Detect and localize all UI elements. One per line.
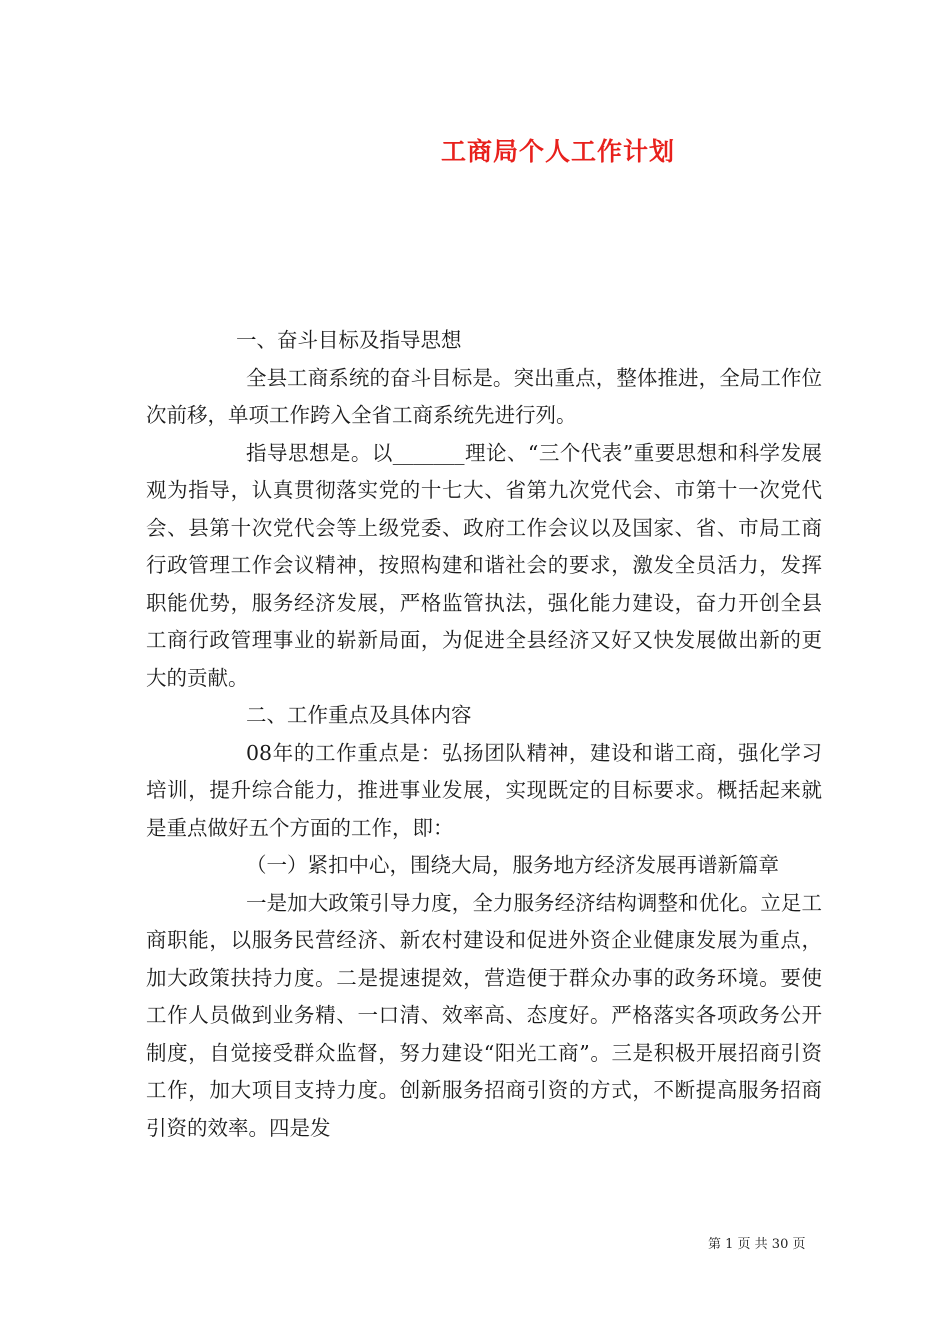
document-title: 工商局个人工作计划 bbox=[440, 137, 675, 166]
document-body bbox=[146, 322, 822, 1147]
paragraph-goal: 全县工商系统的奋斗目标是。突出重点，整体推进，全局工作位次前移，单项工作跨入全省工商系统先进行列。 bbox=[146, 365, 822, 427]
section-heading-2: 二、工作重点及具体内容 bbox=[246, 703, 472, 727]
subsection-heading-1: （一）紧扣中心，围绕大局，服务地方经济发展再谱新篇章 bbox=[246, 853, 779, 877]
paragraph-policy: 一是加大政策引导力度，全力服务经济结构调整和优化。立足工商职能，以服务民营经济、新农村建设和促进外资企业健康发展为重点，加大政策扶持力度。二是提速提效，营造便于群众办事的政务环境。要使工作人员做到业务精、一口清、效率高、态度好。严格落实各项政务公开制度，自觉接受群众监督，努力建设“阳光工商”。三是积极开展招商引资工作，加大项目支持力度。创新服务招商引资的方式，不断提高服务招商引资的效率。四是发 bbox=[146, 890, 822, 1140]
paragraph-guiding-thought: 指导思想是。以_______理论、“三个代表”重要思想和科学发展观为指导，认真贯彻落实党的十七大、省第九次党代会、市第十一次党代会、县第十次党代会等上级党委、政府工作会议以及国家、省、市局工商行政管理工作会议精神，按照构建和谐社会的要求，激发全员活力，发挥职能优势，服务经济发展，严格监管执法，强化能力建设，奋力开创全县工商行政管理事业的崭新局面，为促进全县经济又好又快发展做出新的更大的贡献。 bbox=[146, 440, 822, 690]
paragraph-work-focus: 08年的工作重点是：弘扬团队精神，建设和谐工商，强化学习培训，提升综合能力，推进事业发展，实现既定的目标要求。概括起来就是重点做好五个方面的工作，即： bbox=[146, 740, 822, 840]
section-heading-1: 一、奋斗目标及指导思想 bbox=[236, 328, 462, 352]
page-footer: 第 1 页 共 30 页 bbox=[708, 1237, 806, 1252]
